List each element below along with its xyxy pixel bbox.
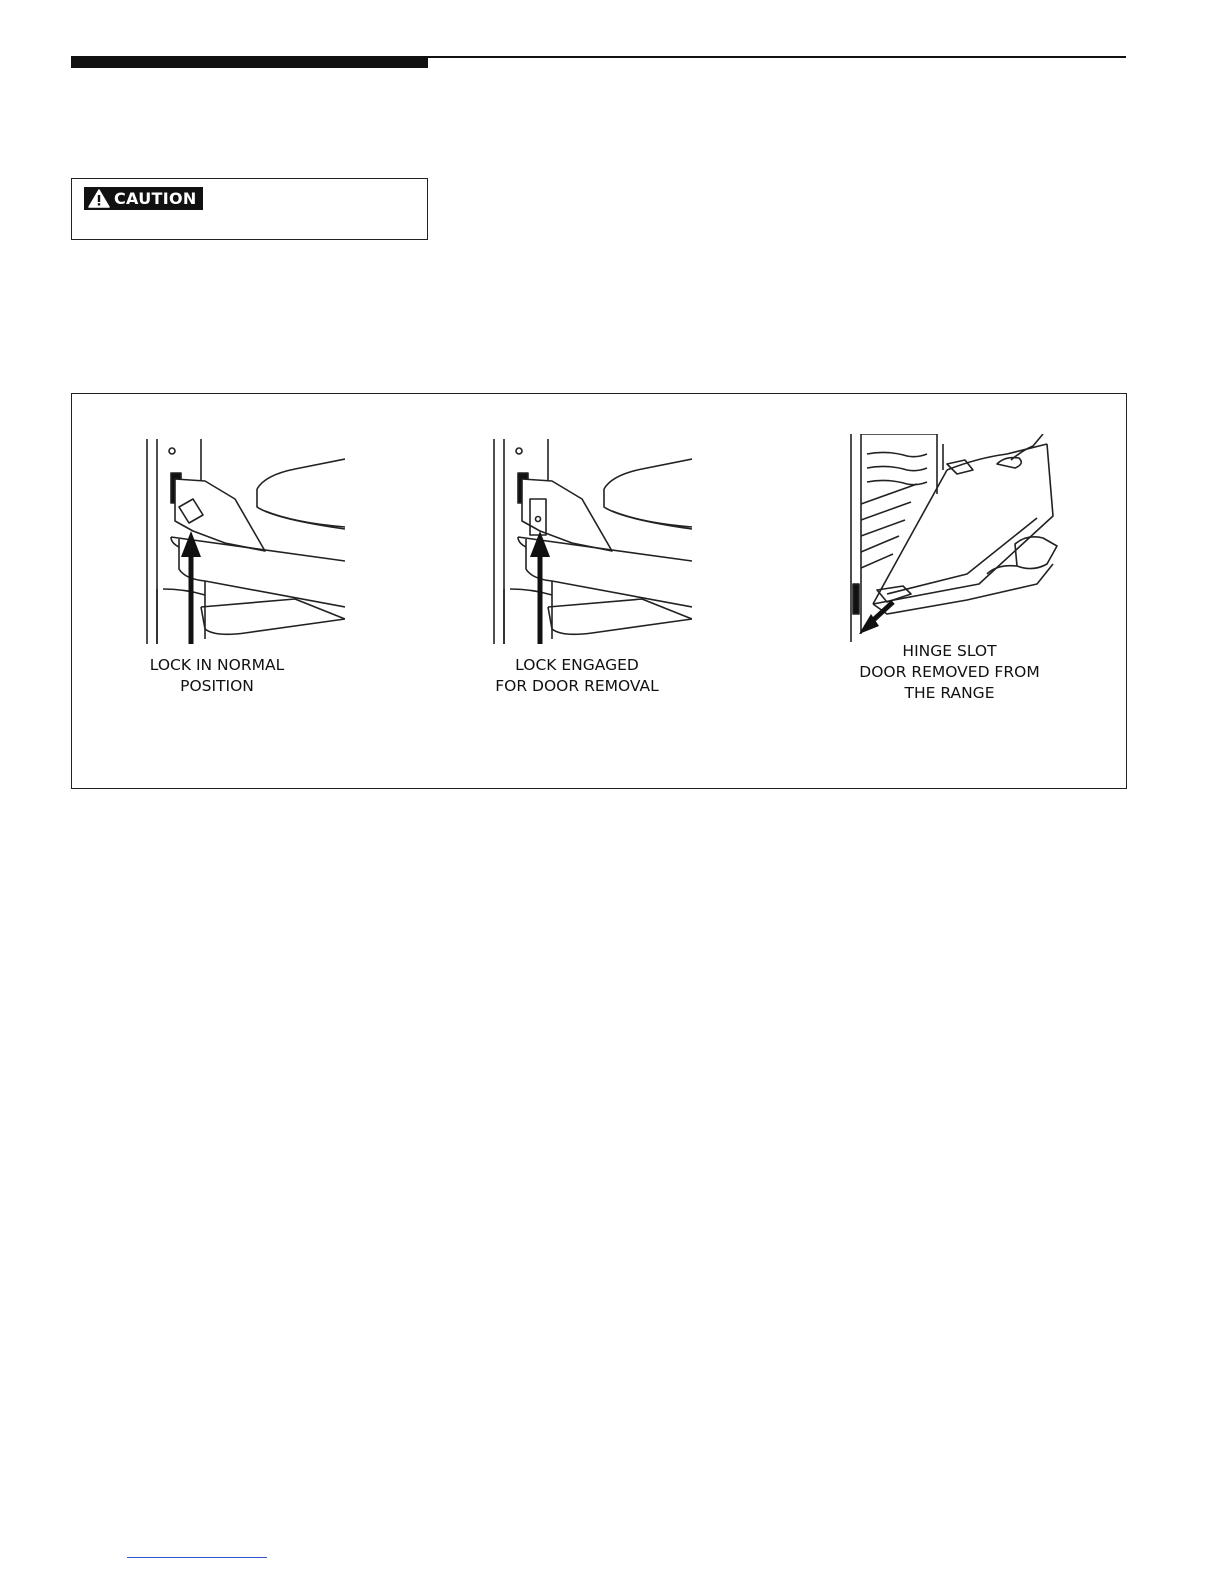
caption-door-removed xyxy=(842,641,1057,704)
caption-lock-engaged-line2: FOR DOOR REMOVAL xyxy=(495,677,659,695)
caption-lock-normal-line1: LOCK IN NORMAL xyxy=(149,656,285,674)
header-rule-thin xyxy=(428,56,1126,58)
caption-door-removed-line1: HINGE SLOT xyxy=(902,642,997,660)
caption-lock-engaged-line1: LOCK ENGAGED xyxy=(515,656,639,674)
caption-lock-normal xyxy=(137,655,297,697)
caption-door-removed-line2: DOOR REMOVED FROM xyxy=(859,663,1040,681)
caution-box xyxy=(71,178,428,240)
caution-badge xyxy=(84,187,203,210)
header-rule-thick xyxy=(71,56,428,68)
warning-triangle-icon xyxy=(88,189,110,208)
lock-normal-illustration xyxy=(145,439,345,649)
footer-link-underline xyxy=(127,1557,267,1558)
figure-box xyxy=(71,393,1127,789)
door-removal-illustration xyxy=(847,434,1062,644)
caption-lock-engaged xyxy=(487,655,667,697)
caption-lock-normal-line2: POSITION xyxy=(180,677,254,695)
lock-engaged-illustration xyxy=(492,439,692,649)
caution-label: CAUTION xyxy=(114,189,197,208)
caption-door-removed-line3: THE RANGE xyxy=(904,684,995,702)
